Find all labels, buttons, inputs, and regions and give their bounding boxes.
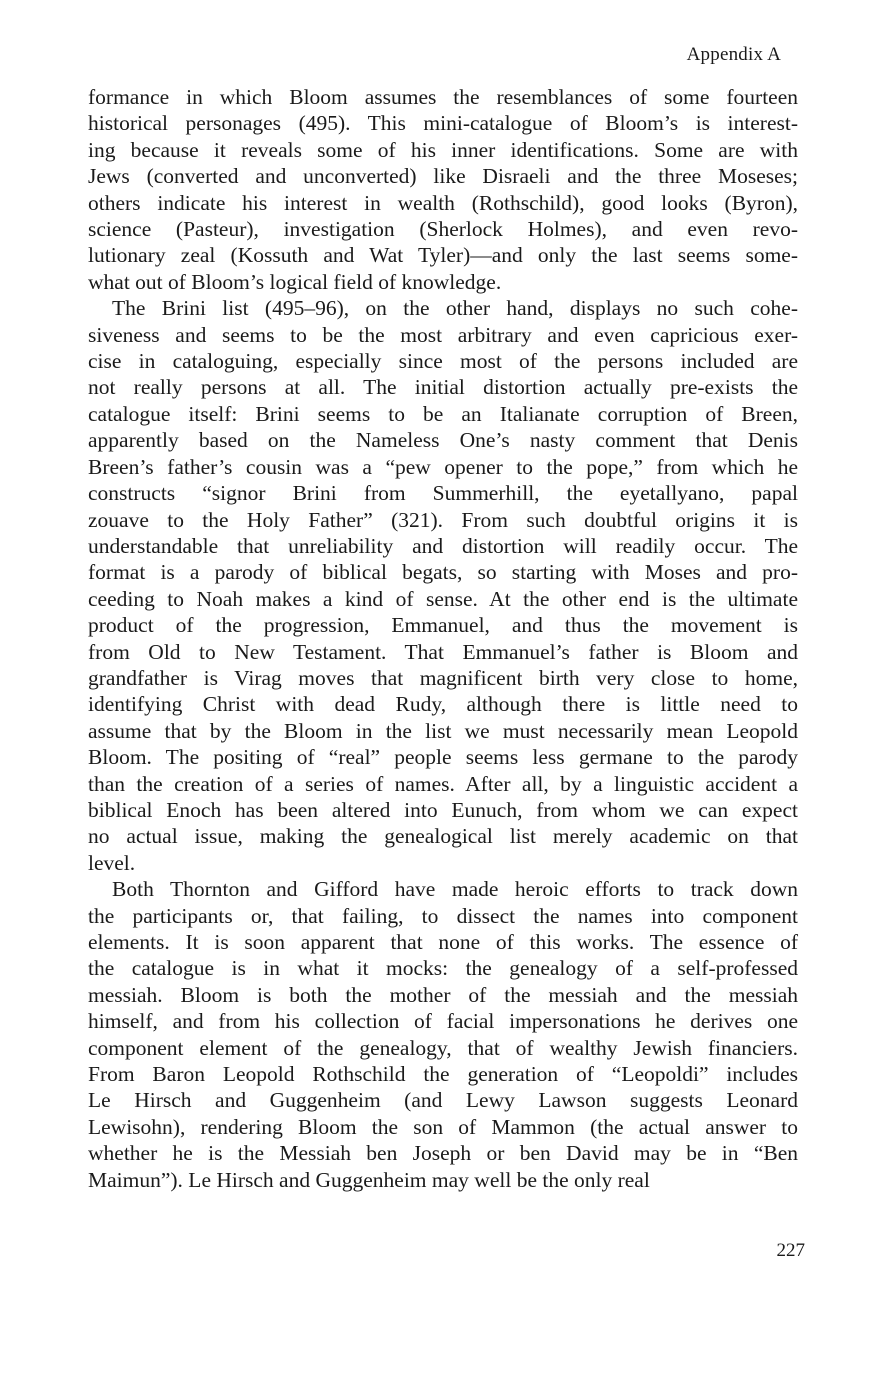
text-line: others indicate his interest in wealth (Rothschild), good looks (Byron), — [88, 190, 798, 215]
text-line: Bloom. The positing of “real” people seems less germane to the parody — [88, 745, 798, 770]
text-line: not really persons at all. The initial distortion actually pre-exists the — [88, 375, 798, 400]
text-line: the catalogue is in what it mocks: the genealogy of a self-professed — [88, 956, 798, 981]
text-line: science (Pasteur), investigation (Sherlock Holmes), and even revo- — [88, 217, 798, 242]
text-line: ceeding to Noah makes a kind of sense. At the other end is the ultimate — [88, 586, 798, 611]
text-line: component element of the genealogy, that of wealthy Jewish financiers. — [88, 1035, 798, 1060]
text-line: Lewisohn), rendering Bloom the son of Mammon (the actual answer to — [88, 1114, 798, 1139]
paragraph — [88, 295, 798, 876]
text-line: siveness and seems to be the most arbitrary and even capricious exer- — [88, 322, 798, 347]
text-line: apparently based on the Nameless One’s nasty comment that Denis — [88, 428, 798, 453]
text-line: ing because it reveals some of his inner identifications. Some are with — [88, 137, 798, 162]
page-number: 227 — [776, 1240, 805, 1261]
text-line: identifying Christ with dead Rudy, although there is little need to — [88, 692, 798, 717]
text-line: cise in cataloguing, especially since most of the persons included are — [88, 349, 798, 374]
text-line: the participants or, that failing, to dissect the names into component — [88, 903, 798, 928]
text-line: biblical Enoch has been altered into Eunuch, from whom we can expect — [88, 797, 798, 822]
text-line: catalogue itself: Brini seems to be an Italianate corruption of Breen, — [88, 401, 798, 426]
text-line: product of the progression, Emmanuel, and thus the movement is — [88, 613, 798, 638]
text-line: elements. It is soon apparent that none of this works. The essence of — [88, 930, 798, 954]
text-line: From Baron Leopold Rothschild the generation of “Leopoldi” includes — [88, 1062, 798, 1087]
running-head: Appendix A — [686, 44, 781, 65]
text-line: Maimun”). Le Hirsch and Guggenheim may well be the only real — [88, 1167, 650, 1192]
text-line: Both Thornton and Gifford have made heroic efforts to track down — [112, 877, 798, 902]
text-line: historical personages (495). This mini-catalogue of Bloom’s is interest- — [88, 111, 798, 136]
text-line: messiah. Bloom is both the mother of the messiah and the messiah — [88, 982, 798, 1007]
text-line: Jews (converted and unconverted) like Disraeli and the three Moseses; — [88, 164, 798, 189]
text-line: The Brini list (495–96), on the other hand, displays no such cohe- — [112, 296, 798, 321]
text-line: no actual issue, making the genealogical list merely academic on that — [88, 824, 798, 849]
text-line: lutionary zeal (Kossuth and Wat Tyler)—and only the last seems some- — [88, 243, 798, 268]
text-line: than the creation of a series of names. After all, by a linguistic accident a — [88, 771, 798, 796]
paragraph — [88, 876, 798, 1193]
text-line: what out of Bloom’s logical field of knowledge. — [88, 269, 502, 294]
paragraph — [88, 84, 798, 295]
text-line: assume that by the Bloom in the list we must necessarily mean Leopold — [88, 718, 798, 743]
text-line: zouave to the Holy Father” (321). From such doubtful origins it is — [88, 507, 798, 532]
text-line: level. — [88, 850, 136, 875]
text-line: himself, and from his collection of facial impersonations he derives one — [88, 1009, 798, 1034]
text-line: Le Hirsch and Guggenheim (and Lewy Lawson suggests Leonard — [88, 1088, 798, 1113]
text-line: from Old to New Testament. That Emmanuel’s father is Bloom and — [88, 639, 798, 664]
text-line: formance in which Bloom assumes the resemblances of some fourteen — [88, 85, 798, 109]
text-line: understandable that unreliability and distortion will readily occur. The — [88, 533, 798, 558]
text-line: whether he is the Messiah ben Joseph or ben David may be in “Ben — [88, 1141, 798, 1166]
text-line: Breen’s father’s cousin was a “pew opener to the pope,” from which he — [88, 454, 798, 479]
body-text — [88, 84, 798, 1193]
text-line: constructs “signor Brini from Summerhill, the eyetallyano, papal — [88, 481, 798, 506]
text-line: format is a parody of biblical begats, so starting with Moses and pro- — [88, 560, 798, 585]
text-line: grandfather is Virag moves that magnificent birth very close to home, — [88, 665, 798, 690]
